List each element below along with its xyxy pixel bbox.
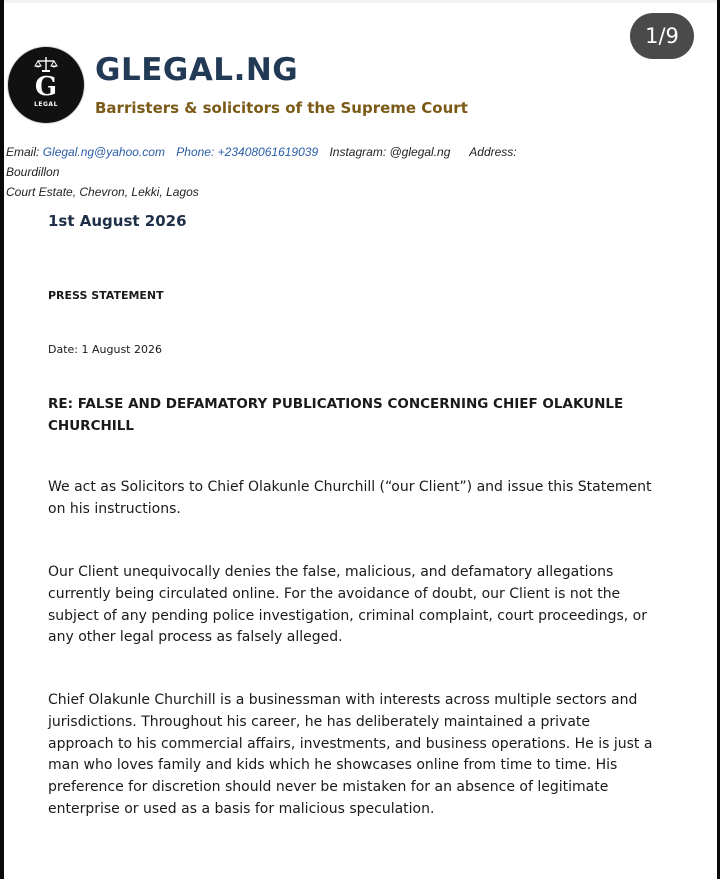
contact-block — [6, 142, 566, 202]
subject-line: CHURCHILL — [48, 418, 134, 434]
paragraph-line: preference for discretion should never be mistaken for an absence of legitimate — [48, 779, 609, 796]
page-counter-text: 1/9 — [645, 24, 679, 48]
paragraph-line: man who loves family and kids which he showcases online from time to time. His — [48, 757, 618, 774]
address-line-2: Court Estate, Chevron, Lekki, Lagos — [6, 185, 199, 199]
top-edge — [0, 0, 720, 3]
phone-label: Phone: — [176, 145, 215, 159]
paragraph-line: enterprise or used as a basis for malicious speculation. — [48, 800, 435, 817]
logo-subtext: LEGAL — [34, 101, 58, 108]
paragraph-line: We act as Solicitors to Chief Olakunle Churchill (“our Client”) and issue this Statement — [48, 479, 652, 495]
paragraph-line: Our Client unequivocally denies the false, malicious, and defamatory allegations — [48, 564, 614, 580]
paragraph-line: jurisdictions. Throughout his career, he has deliberately maintained a private — [48, 713, 591, 730]
address-line-1: Bourdillon — [6, 165, 60, 179]
firm-logo — [8, 47, 84, 123]
address-label: Address: — [469, 145, 517, 159]
statement-date: Date: 1 August 2026 — [48, 343, 162, 356]
paragraph-3 — [48, 690, 658, 821]
contact-line-1 — [6, 142, 566, 182]
paragraph-2 — [48, 562, 658, 649]
page-counter-badge — [630, 13, 694, 59]
subject-line: RE: FALSE AND DEFAMATORY PUBLICATIONS CONCERNING CHIEF OLAKUNLE — [48, 396, 624, 412]
paragraph-1 — [48, 477, 658, 521]
paragraph-line: any other legal process as falsely alleged. — [48, 629, 343, 646]
left-border — [0, 0, 4, 879]
firm-tagline: Barristers & solicitors of the Supreme Court — [95, 99, 468, 117]
firm-name: GLEGAL.NG — [95, 52, 299, 88]
paragraph-line: on his instructions. — [48, 500, 181, 517]
paragraph-line: currently being circulated online. For the avoidance of doubt, our Client is not the — [48, 585, 621, 602]
subject-heading — [48, 393, 648, 437]
email-link[interactable]: Glegal.ng@yahoo.com — [42, 145, 165, 159]
paragraph-line: Chief Olakunle Churchill is a businessman with interests across multiple sectors and — [48, 692, 638, 708]
paragraph-line: subject of any pending police investigation, criminal complaint, court proceedings, or — [48, 607, 647, 624]
instagram-handle: Instagram: @glegal.ng — [329, 145, 451, 159]
letter-date: 1st August 2026 — [48, 212, 187, 230]
phone-link[interactable]: +23408061619039 — [217, 145, 319, 159]
email-label: Email: — [6, 145, 40, 159]
logo-letter: G — [34, 72, 58, 102]
paragraph-line: approach to his commercial affairs, investments, and business operations. He is just a — [48, 735, 653, 752]
press-statement-heading: PRESS STATEMENT — [48, 289, 164, 302]
